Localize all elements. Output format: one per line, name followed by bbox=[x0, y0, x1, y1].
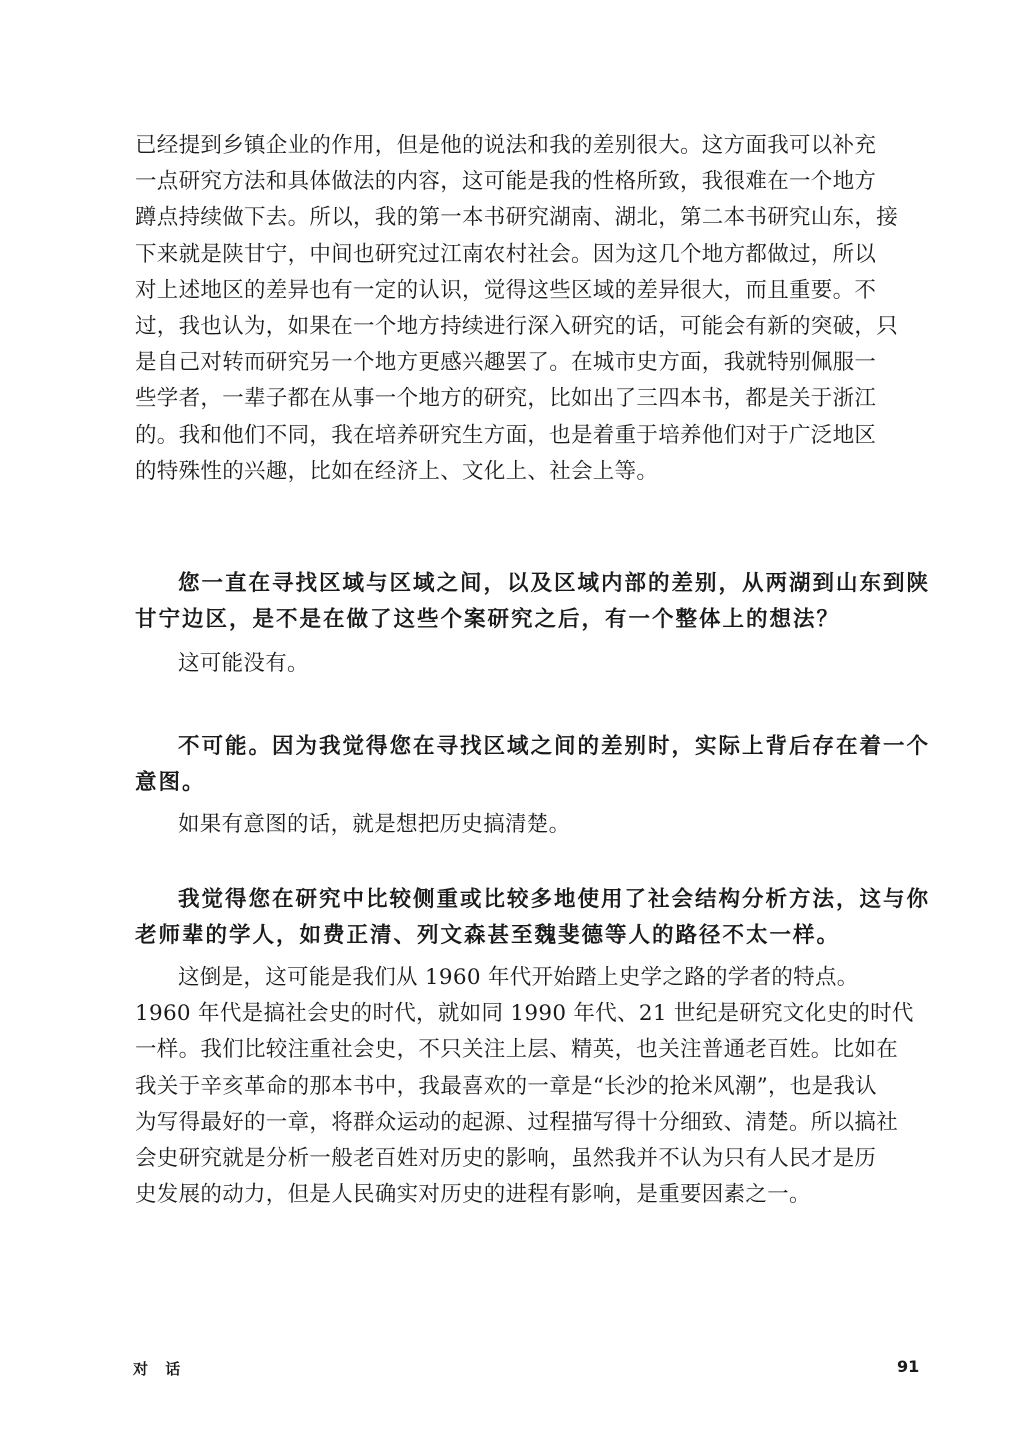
interview-question-3 bbox=[135, 882, 931, 954]
text-line: 蹲点持续做下去。所以，我的第一本书研究湖南、湖北，第二本书研究山东，接 bbox=[135, 205, 899, 231]
answer-line: 如果有意图的话，就是想把历史搞清楚。 bbox=[178, 812, 571, 837]
question-line: 我觉得您在研究中比较侧重或比较多地使用了社会结构分析方法，这与你 bbox=[178, 887, 931, 912]
paragraph-continuation bbox=[135, 128, 917, 490]
answer-line: 会史研究就是分析一般老百姓对历史的影响，虽然我并不认为只有人民才是历 bbox=[135, 1146, 877, 1172]
interview-question-2 bbox=[135, 729, 931, 801]
answer-line: 我关于辛亥革命的那本书中，我最喜欢的一章是“长沙的抢米风潮”，也是我认 bbox=[135, 1073, 877, 1099]
text-line: 是自己对转而研究另一个地方更感兴趣罢了。在城市史方面，我就特别佩服一 bbox=[135, 350, 877, 376]
page-number: 91 bbox=[897, 1357, 920, 1376]
interview-answer-3 bbox=[135, 960, 917, 1213]
interview-answer-2 bbox=[135, 807, 917, 843]
text-line: 的特殊性的兴趣，比如在经济上、文化上、社会上等。 bbox=[135, 458, 659, 484]
question-line: 您一直在寻找区域与区域之间，以及区域内部的差别，从两湖到山东到陕 bbox=[178, 571, 931, 596]
answer-line: 1960 年代是搞社会史的时代，就如同 1990 年代、21 世纪是研究文化史的时代 bbox=[135, 1001, 914, 1027]
text-line: 些学者，一辈子都在从事一个地方的研究，比如出了三四本书，都是关于浙江 bbox=[135, 386, 877, 412]
text-line: 过，我也认为，如果在一个地方持续进行深入研究的话，可能会有新的突破，只 bbox=[135, 314, 899, 340]
answer-line: 为写得最好的一章，将群众运动的起源、过程描写得十分细致、清楚。所以搞社 bbox=[135, 1109, 899, 1135]
text-line: 的。我和他们不同，我在培养研究生方面，也是着重于培养他们对于广泛地区 bbox=[135, 422, 877, 448]
text-line: 对上述地区的差异也有一定的认识，觉得这些区域的差异很大，而且重要。不 bbox=[135, 277, 877, 303]
answer-line: 这倒是，这可能是我们从 1960 年代开始踏上史学之路的学者的特点。 bbox=[178, 965, 859, 990]
text-line: 一点研究方法和具体做法的内容，这可能是我的性格所致，我很难在一个地方 bbox=[135, 169, 877, 195]
interview-question-1 bbox=[135, 566, 931, 638]
question-line: 不可能。因为我觉得您在寻找区域之间的差别时，实际上背后存在着一个 bbox=[178, 734, 931, 759]
running-footer-section: 对 话 bbox=[133, 1360, 187, 1378]
question-line: 甘宁边区，是不是在做了这些个案研究之后，有一个整体上的想法？ bbox=[135, 607, 841, 633]
answer-line: 这可能没有。 bbox=[178, 651, 309, 676]
question-line: 老师辈的学人，如费正清、列文森甚至魏斐德等人的路径不太一样。 bbox=[135, 923, 841, 949]
text-line: 下来就是陕甘宁，中间也研究过江南农村社会。因为这几个地方都做过，所以 bbox=[135, 241, 877, 267]
text-line: 已经提到乡镇企业的作用，但是他的说法和我的差别很大。这方面我可以补充 bbox=[135, 133, 877, 158]
interview-answer-1 bbox=[135, 646, 917, 682]
question-line: 意图。 bbox=[135, 770, 206, 796]
answer-line: 史发展的动力，但是人民确实对历史的进程有影响，是重要因素之一。 bbox=[135, 1182, 811, 1208]
answer-line: 一样。我们比较注重社会史，不只关注上层、精英，也关注普通老百姓。比如在 bbox=[135, 1037, 899, 1063]
